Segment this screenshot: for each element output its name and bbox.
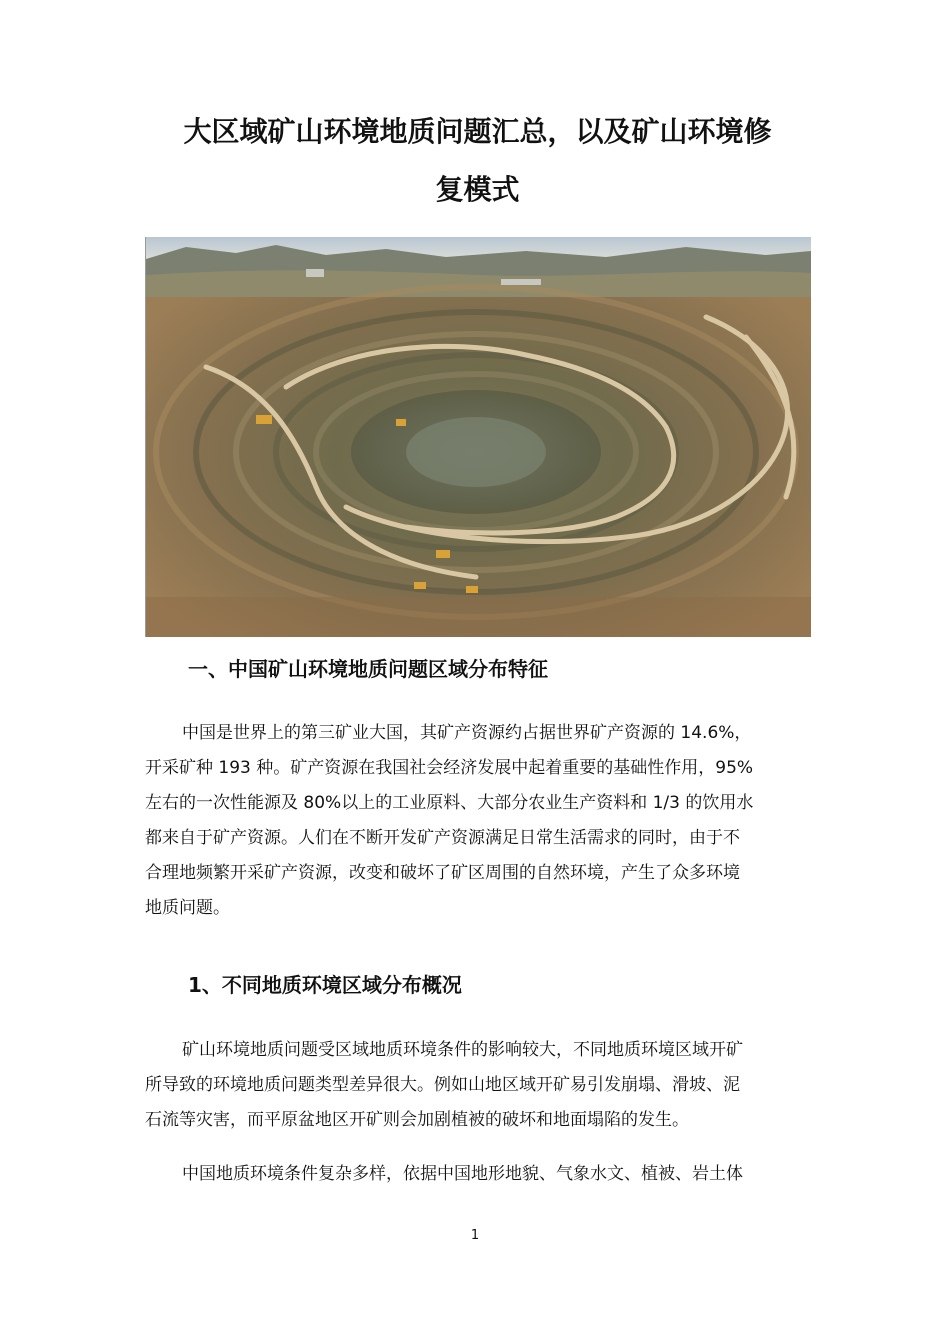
document-title-line-1: 大区域矿山环境地质问题汇总，以及矿山环境修 (183, 115, 772, 148)
paragraph-line: 合理地频繁开采矿产资源，改变和破坏了矿区周围的自然环境，产生了众多环境 (145, 863, 740, 883)
section-2-paragraph-1 (145, 1033, 815, 1138)
paragraph-line: 石流等灾害，而平原盆地区开矿则会加剧植被的破坏和地面塌陷的发生。 (145, 1110, 689, 1130)
paragraph-line: 地质问题。 (145, 898, 230, 918)
section-2-paragraph-2 (145, 1157, 815, 1192)
paragraph-line: 中国是世界上的第三矿业大国，其矿产资源约占据世界矿产资源的 14.6%， (182, 723, 752, 743)
section-heading-1: 一、中国矿山环境地质问题区域分布特征 (188, 657, 548, 681)
paragraph-line: 都来自于矿产资源。人们在不断开发矿产资源满足日常生活需求的同时，由于不 (145, 828, 740, 848)
section-heading-1-1: 1、不同地质环境区域分布概况 (188, 973, 462, 997)
open-pit-mine-photo (145, 237, 811, 637)
paragraph-line: 所导致的环境地质问题类型差异很大。例如山地区域开矿易引发崩塌、滑坡、泥 (145, 1075, 740, 1095)
paragraph-line: 左右的一次性能源及 80%以上的工业原料、大部分农业生产资料和 1/3 的饮用水 (145, 793, 754, 813)
paragraph-line: 中国地质环境条件复杂多样，依据中国地形地貌、气象水文、植被、岩土体 (182, 1164, 743, 1184)
paragraph-line: 矿山环境地质问题受区域地质环境条件的影响较大，不同地质环境区域开矿 (182, 1040, 743, 1060)
document-title-line-2: 复模式 (435, 173, 520, 206)
section-1-paragraph (145, 716, 815, 926)
paragraph-line: 开采矿种 193 种。矿产资源在我国社会经济发展中起着重要的基础性作用，95% (145, 758, 754, 778)
page-number: 1 (470, 1228, 480, 1243)
